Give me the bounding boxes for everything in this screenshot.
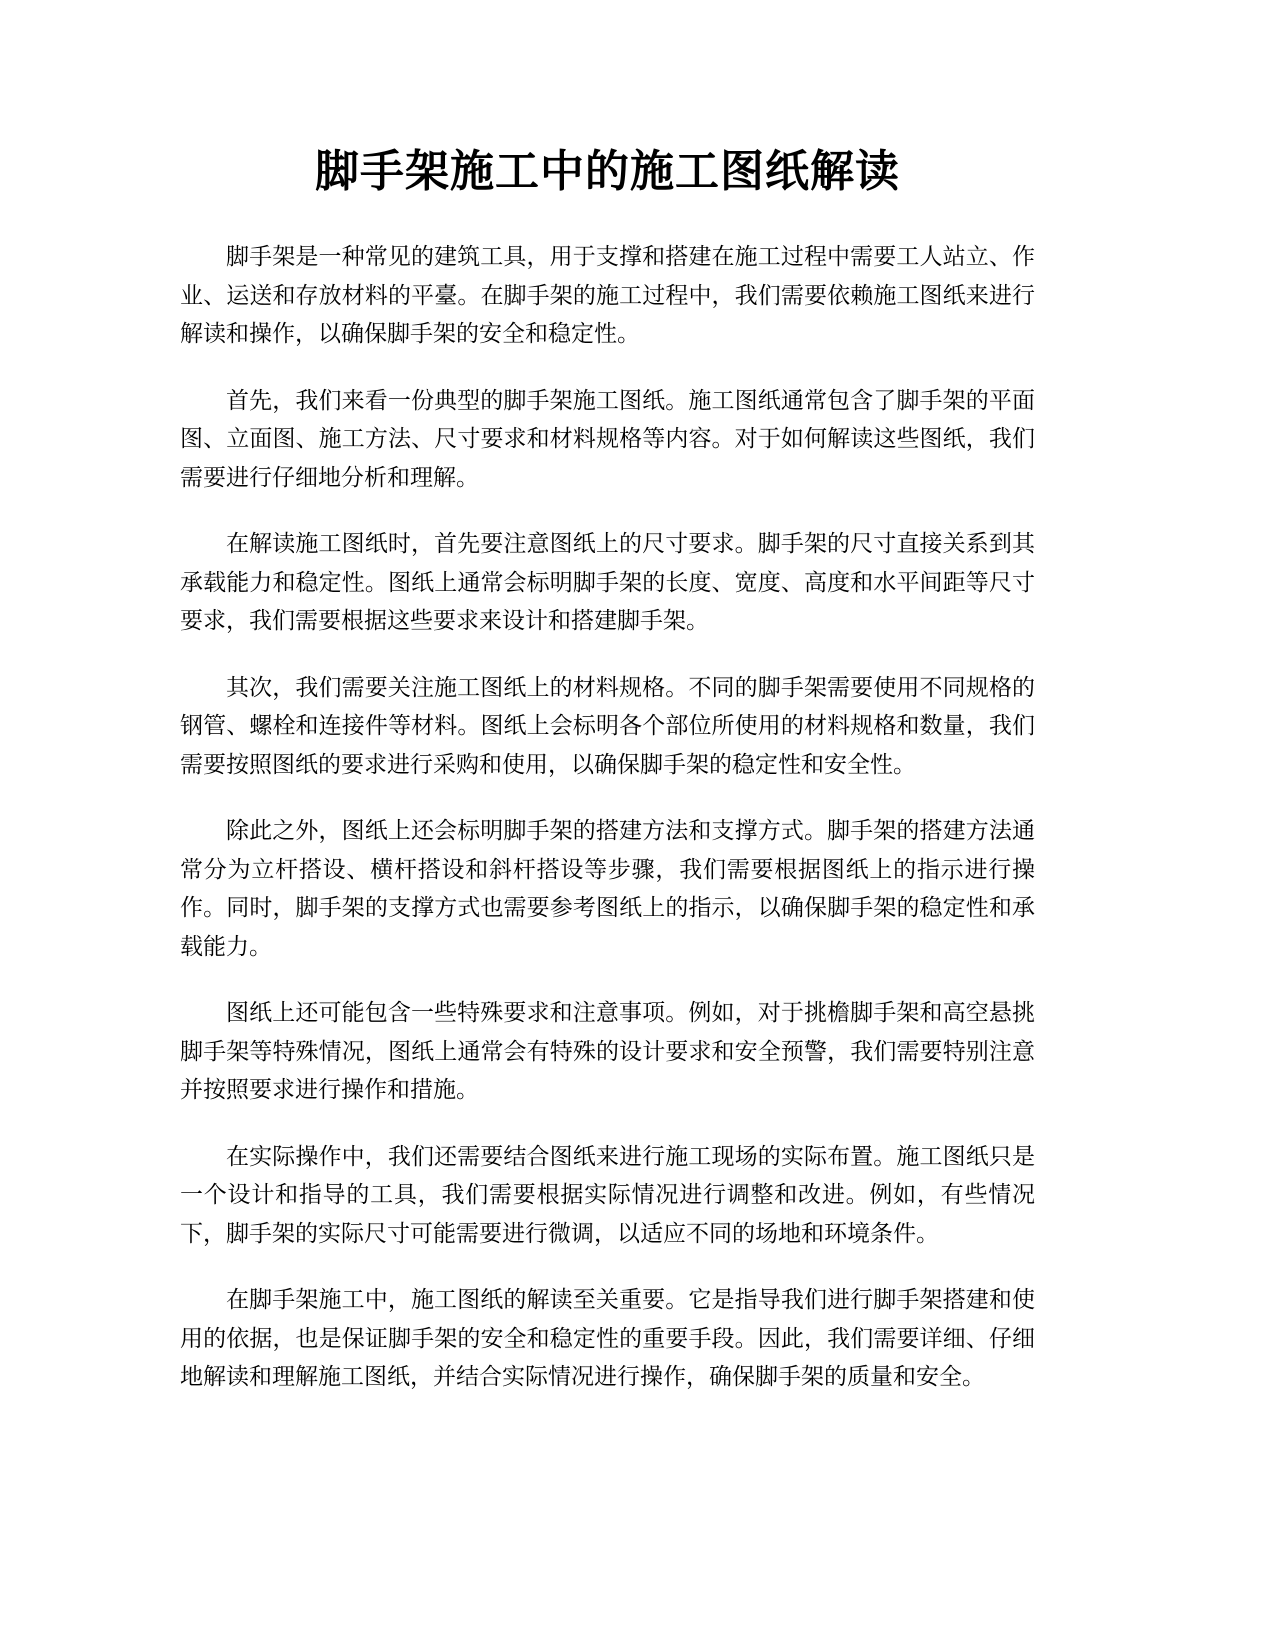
paragraph-2: 首先，我们来看一份典型的脚手架施工图纸。施工图纸通常包含了脚手架的平面图、立面图、施工方法、尺寸要求和材料规格等内容。对于如何解读这些图纸，我们需要进行仔细地分析和理解。: [180, 387, 1035, 491]
paragraph-1: 脚手架是一种常见的建筑工具，用于支撑和搭建在施工过程中需要工人站立、作业、运送和存放材料的平臺。在脚手架的施工过程中，我们需要依赖施工图纸来进行解读和操作，以确保脚手架的安全和稳定性。: [180, 244, 1035, 347]
paragraph-8: 在脚手架施工中，施工图纸的解读至关重要。它是指导我们进行脚手架搭建和使用的依据，也是保证脚手架的安全和稳定性的重要手段。因此，我们需要详细、仔细地解读和理解施工图纸，并结合实际情况进行操作，确保脚手架的质量和安全。: [180, 1287, 1035, 1390]
paragraph-5: 除此之外，图纸上还会标明脚手架的搭建方法和支撑方式。脚手架的搭建方法通常分为立杆搭设、横杆搭设和斜杆搭设等步骤，我们需要根据图纸上的指示进行操作。同时，脚手架的支撑方式也需要参考图纸上的指示，以确保脚手架的稳定性和承载能力。: [180, 818, 1035, 960]
paragraph-7: 在实际操作中，我们还需要结合图纸来进行施工现场的实际布置。施工图纸只是一个设计和指导的工具，我们需要根据实际情况进行调整和改进。例如，有些情况下，脚手架的实际尺寸可能需要进行微调，以适应不同的场地和环境条件。: [180, 1143, 1035, 1247]
document-title: 脚手架施工中的施工图纸解读: [315, 146, 900, 197]
paragraph-6: 图纸上还可能包含一些特殊要求和注意事项。例如，对于挑檐脚手架和高空悬挑脚手架等特殊情况，图纸上通常会有特殊的设计要求和安全预警，我们需要特别注意并按照要求进行操作和措施。: [180, 1000, 1035, 1103]
paragraph-4: 其次，我们需要关注施工图纸上的材料规格。不同的脚手架需要使用不同规格的钢管、螺栓和连接件等材料。图纸上会标明各个部位所使用的材料规格和数量，我们需要按照图纸的要求进行采购和使用，以确保脚手架的稳定性和安全性。: [180, 674, 1035, 778]
document-page: [180, 140, 1035, 1425]
paragraph-3: 在解读施工图纸时，首先要注意图纸上的尺寸要求。脚手架的尺寸直接关系到其承载能力和稳定性。图纸上通常会标明脚手架的长度、宽度、高度和水平间距等尺寸要求，我们需要根据这些要求来设计和搭建脚手架。: [180, 531, 1035, 634]
